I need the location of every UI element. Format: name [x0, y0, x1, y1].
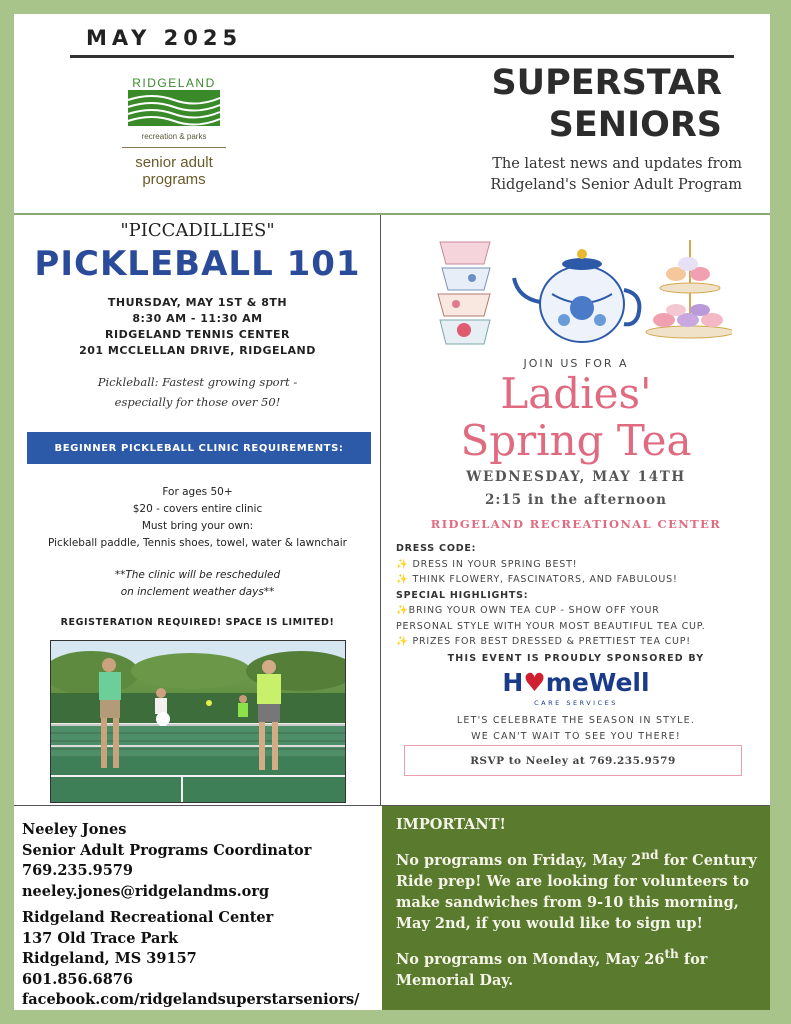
homewell-logo-rest: meWell [545, 668, 650, 697]
important-para-2-sup: th [664, 946, 679, 961]
contact-role: Senior Adult Programs Coordinator [22, 841, 312, 859]
issue-month: MAY 2025 [86, 26, 243, 50]
dress-item-1-text: DRESS IN YOUR SPRING BEST! [412, 558, 578, 570]
sparkle-icon: ✨ [396, 574, 409, 585]
highlight-item-1-line1: BRING YOUR OWN TEA CUP - SHOW OFF YOUR [408, 605, 660, 616]
pickleball-title: PICKLEBALL 101 [34, 244, 361, 284]
header-divider [14, 213, 770, 215]
highlight-item-1-line2: PERSONAL STYLE WITH YOUR MOST BEAUTIFUL TEA CUP. [396, 620, 706, 632]
teacup-stack [438, 242, 490, 344]
contact-facebook[interactable]: facebook.com/ridgelandsuperstarseniors/ [22, 991, 360, 1008]
heart-icon: ♥ [523, 668, 546, 697]
important-para-1-sup: nd [641, 848, 659, 862]
pickleball-photo [50, 640, 346, 803]
logo-program-line2: programs [142, 171, 206, 188]
dress-item-1 [396, 557, 766, 573]
contact-org: Ridgeland Recreational Center [22, 909, 274, 926]
tea-invite: JOIN US FOR A [523, 357, 629, 370]
important-para-2-a: No programs on Monday, May 26 [396, 950, 665, 968]
sparkle-icon: ✨ [396, 636, 409, 647]
teapot [514, 249, 639, 342]
logo-program-line1: senior adult [135, 154, 213, 171]
tea-location: RIDGELAND RECREATIONAL CENTER [430, 517, 722, 531]
pickleball-nickname: "PICCADILLIES" [120, 220, 275, 241]
tea-title-line2: Spring Tea [460, 416, 692, 465]
teacups-teapot-macarons-icon [432, 232, 732, 352]
weather-note [14, 567, 381, 601]
rsvp-box: RSVP to Neeley at 769.235.9579 [404, 745, 742, 776]
weather-note-line2: on inclement weather days** [120, 586, 275, 598]
pickleball-note [14, 372, 381, 412]
requirement-age: For ages 50+ [162, 486, 233, 498]
header-rule [70, 55, 734, 58]
dress-item-2 [396, 572, 766, 588]
contact-org-phone: 601.856.6876 [22, 970, 133, 988]
homewell-logo [382, 668, 770, 697]
highlights-label: SPECIAL HIGHLIGHTS: [396, 589, 529, 601]
tagline-line2: Ridgeland's Senior Adult Program [490, 177, 742, 193]
pickleball-players-illustration [51, 641, 345, 802]
contact-info [22, 820, 359, 1011]
sponsor-text: THIS EVENT IS PROUDLY SPONSORED BY [447, 653, 705, 664]
important-heading: IMPORTANT! [396, 816, 506, 833]
requirement-bring: Must bring your own: [141, 520, 254, 532]
requirement-items: Pickleball paddle, Tennis shoes, towel, water & lawnchair [48, 537, 347, 549]
registration-notice: REGISTERATION REQUIRED! SPACE IS LIMITED! [60, 617, 335, 628]
homewell-logo-h: H [502, 668, 524, 697]
title-line2: SENIORS [548, 105, 722, 145]
tea-illustration [432, 232, 732, 352]
tagline-line1: The latest news and updates from [492, 156, 742, 172]
logo-divider [122, 147, 226, 148]
tagline [422, 154, 742, 196]
tea-closing [382, 713, 770, 745]
pickleball-details [14, 295, 381, 359]
highlight-item-1 [396, 603, 766, 619]
tea-title [382, 370, 770, 464]
dress-code-label: DRESS CODE: [396, 543, 477, 554]
tea-time: 2:15 in the afternoon [485, 492, 667, 508]
macaron-stand [646, 240, 732, 338]
highlight-item-2-text: PRIZES FOR BEST DRESSED & PRETTIEST TEA CUP! [412, 636, 691, 647]
contact-email[interactable]: neeley.jones@ridgelandms.org [22, 882, 270, 900]
important-para-1-b: for Century Ride prep! We are looking for volunteers to make sandwiches from 9-10 this morning, May 2nd, if you would like to sign up! [396, 851, 757, 932]
contact-street: 137 Old Trace Park [22, 929, 179, 947]
weather-note-line1: **The clinic will be rescheduled [114, 569, 281, 581]
homewell-subtitle: CARE SERVICES [534, 699, 618, 707]
pickleball-address: 201 MCCLELLAN DRIVE, RIDGELAND [79, 344, 316, 357]
pickleball-note-line1: Pickleball: Fastest growing sport - [97, 375, 298, 389]
newsletter-page [14, 14, 770, 1010]
highlight-item-2 [396, 634, 766, 650]
contact-phone: 769.235.9579 [22, 862, 133, 879]
dress-item-2-text: THINK FLOWERY, FASCINATORS, AND FABULOUS! [412, 574, 678, 585]
tea-title-line1: Ladies' [500, 369, 652, 418]
sparkle-icon: ✨ [396, 558, 409, 570]
clinic-requirements-banner: BEGINNER PICKLEBALL CLINIC REQUIREMENTS: [27, 432, 371, 464]
tea-closing-line2: WE CAN'T WAIT TO SEE YOU THERE! [471, 731, 681, 742]
contact-name: Neeley Jones [22, 821, 127, 838]
sparkle-icon: ✨ [396, 605, 409, 616]
important-text [396, 814, 766, 1001]
contact-city: Ridgeland, MS 39157 [22, 950, 197, 967]
clinic-requirements [14, 484, 381, 552]
logo-name: RIDGELAND [132, 76, 216, 90]
tea-date: WEDNESDAY, MAY 14TH [466, 469, 686, 485]
pickleball-note-line2: especially for those over 50! [114, 395, 281, 409]
title-line1: SUPERSTAR [491, 63, 722, 103]
tea-details [396, 541, 766, 650]
tea-closing-line1: LET'S CELEBRATE THE SEASON IN STYLE. [456, 715, 696, 726]
important-para-2 [396, 944, 766, 991]
pickleball-date: THURSDAY, MAY 1ST & 8TH [107, 296, 288, 309]
pickleball-time: 8:30 AM - 11:30 AM [132, 312, 263, 325]
newsletter-title [491, 62, 722, 146]
ridgeland-logo [122, 76, 226, 188]
logo-subtitle: recreation & parks [141, 132, 207, 141]
pickleball-venue: RIDGELAND TENNIS CENTER [105, 328, 290, 341]
important-para-1 [396, 845, 766, 934]
logo-waves-icon [122, 90, 226, 126]
important-para-1-a: No programs on Friday, May 2 [396, 851, 642, 869]
important-para-2-b: for Memorial Day. [396, 950, 708, 989]
requirement-fee: $20 - covers entire clinic [132, 503, 263, 515]
